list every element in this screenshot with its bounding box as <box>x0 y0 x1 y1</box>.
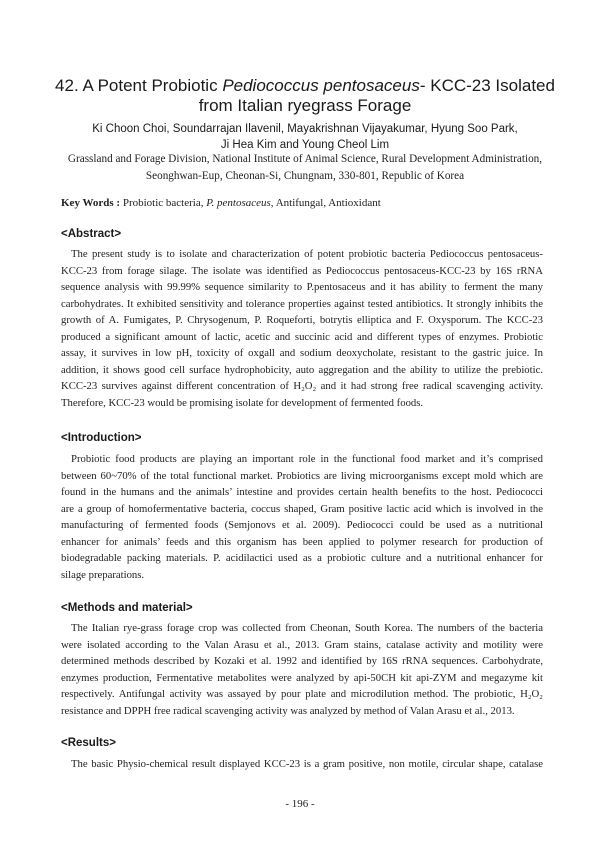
text-line: determined methods described by Kozaki et al. 1992 and identified by 16S rRNA sequences. Carbohydrate, <box>61 655 543 667</box>
text-line: KCC-23 from forage silage. The isolate was identified as Pediococcus pentosaceus-KCC-23 by 16S rRNA <box>61 264 543 277</box>
text-line: The basic Physio-chemical result displayed KCC-23 is a gram positive, non motile, circular shape, catalase <box>71 758 543 770</box>
title-species: Pediococcus pentosaceus <box>222 76 420 95</box>
text-line: Probiotic food products are playing an important role in the functional food market and it’s comprised <box>71 453 543 465</box>
introduction-body <box>61 451 543 583</box>
text-line: enhancer for animals’ feeds and this organism has been applied to polymer research for production of <box>61 535 543 548</box>
text-line: resistance and DPPH free radical scavenging activity was analyzed by method of Valan Arasu et al., 2013. <box>61 704 515 717</box>
text-line: biodegradable packing materials. P. acidilactici used as a probiotic culture and a nutritional enhancer for <box>61 552 543 564</box>
keywords-species: P. pentosaceus <box>206 197 271 209</box>
affiliation-line-1: Grassland and Forage Division, National Institute of Animal Science, Rural Development Administration, <box>67 153 543 165</box>
text-line: Therefore, KCC-23 would be promising isolate for development of fermented foods. <box>61 396 424 409</box>
author-line-1: Ki Choon Choi, Soundarrajan Ilavenil, Mayakrishnan Vijayakumar, Hyung Soo Park, <box>92 123 518 135</box>
title-line-2: from Italian ryegrass Forage <box>198 96 412 115</box>
introduction-heading: <Introduction> <box>61 432 142 444</box>
methods-body <box>61 620 543 719</box>
text-line: silage preparations. <box>61 568 145 581</box>
author-line-2: Ji Hea Kim and Young Cheol Lim <box>220 139 390 151</box>
text-line: growth of A. Fumigates, P. Chrysogenum, P. Roqueforti, botrytis elliptica and F. Oxysporum. The KCC-23 <box>61 314 543 326</box>
text-line: were isolated according to the Valan Arasu et al., 2013. Gram stains, catalase activity and motility were <box>61 638 543 651</box>
text-line: produced a significant amount of lactic, acetic and succinic acid and different types of enzymes. Probiotic <box>61 330 543 343</box>
affiliation-line-2: Seonghwan-Eup, Cheonan-Si, Chungnam, 330-801, Republic of Korea <box>145 170 465 182</box>
text-line: manufacturing of fermented foods (Semjonovs et al. 2009). Pediococci could be used as a nutritional <box>61 519 543 531</box>
author-list <box>40 121 570 153</box>
text-line: KCC-23 survives against different concentration of H₂O₂ and it had strong free radical scavenging activity. <box>61 380 543 392</box>
keywords-label: Key Words : <box>61 197 121 209</box>
text-line: between 60~70% of the total functional market. Probiotics are living microorganisms except mold which are <box>61 469 543 482</box>
abstract-body <box>61 246 543 411</box>
text-line: assay, it survives in low pH, toxicity of oxgall and sodium deoxycholate, resistant to the gastric juice. In <box>61 347 543 359</box>
page-number: - 196 - <box>285 798 315 810</box>
text-line: addition, it shows good cell surface hydrophobicity, auto aggregation and the ability to utilize the prebiotic. <box>61 363 543 376</box>
affiliation <box>50 151 560 185</box>
title-suffix: - KCC-23 Isolated <box>419 76 555 95</box>
text-line: found in the humans and the animals’ intestine and provides certain health benefits to the host. Pediococci <box>61 486 543 498</box>
keywords-text-end: , Antifungal, Antioxidant <box>270 197 381 209</box>
text-line: The present study is to isolate and characterization of potent probiotic bacteria Pediococcus pentosaceus- <box>71 248 543 260</box>
methods-heading: <Methods and material> <box>61 602 193 614</box>
abstract-heading: <Abstract> <box>61 228 122 240</box>
text-line: enzymes production, Fermentative metabolites were analyzed by api-50CH kit api-ZYM and megazyme kit <box>61 671 543 684</box>
results-heading: <Results> <box>61 737 116 749</box>
title-line-1 <box>40 76 570 96</box>
title-prefix: 42. A Potent Probiotic <box>55 76 223 95</box>
text-line: are a group of homofermentative bacteria, coccus shaped, Gram positive lactic acid which is involved in the <box>61 502 543 515</box>
text-line: carbohydrates. It exhibited sensitivity and tolerance properties against tested antibiotics. It strongly inhibits the <box>61 297 543 310</box>
text-line: respectively. Antifungal activity was assayed by pour plate and microdilution method. The probiotic, H₂O₂ <box>61 688 543 700</box>
text-line: sequence analysis with 99.99% sequence similarity to P.pentosaceus and it has ability to ferment the many <box>61 281 543 293</box>
keywords-text: Probiotic bacteria, <box>120 197 207 209</box>
keywords <box>61 197 551 209</box>
results-body <box>61 756 543 773</box>
text-line: The Italian rye-grass forage crop was collected from Cheonan, South Korea. The numbers of the bacteria <box>71 622 543 634</box>
paper-title <box>40 76 570 116</box>
